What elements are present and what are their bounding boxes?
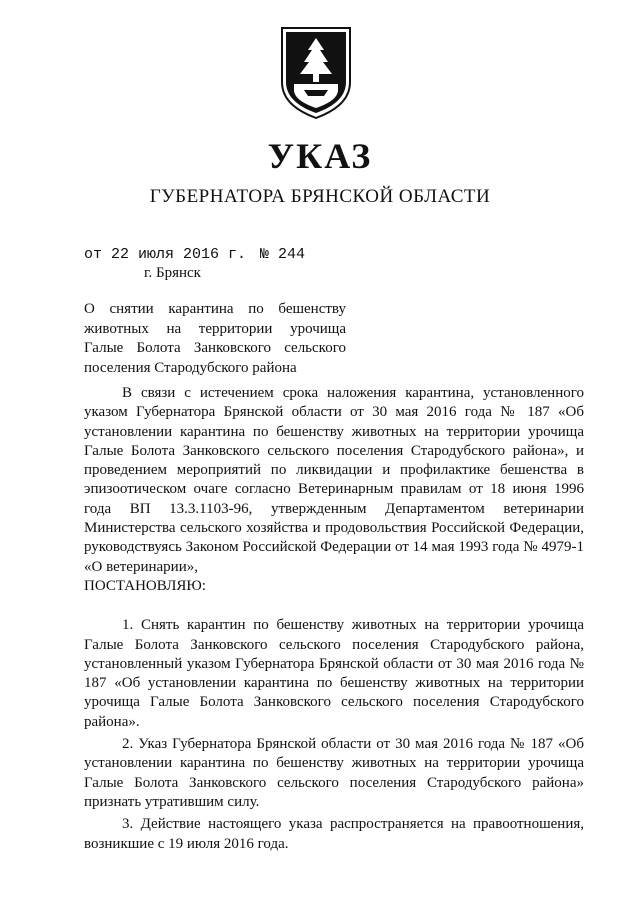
issue-city: г. Брянск xyxy=(144,265,201,281)
document-title: УКАЗ xyxy=(267,136,373,176)
decree-word: ПОСТАНОВЛЯЮ: xyxy=(84,577,206,594)
decree-subject: О снятии карантина по бешенству животных на территории урочища Галые Болота Занковского сельского поселения Стародубского района xyxy=(84,301,346,376)
decree-number: № 244 xyxy=(260,246,306,263)
decree-items xyxy=(84,616,584,854)
decree-date: от 22 июля 2016 г. xyxy=(84,246,247,263)
preamble-paragraph: В связи с истечением срока наложения карантина, установленного указом Губернатора Брянской области от 30 мая 2016 года № 187 «Об установлении карантина по бешенству животных на территории урочища Галые Болота Занковского сельского поселения Стародубского района», и проведением мероприятий по ликвидации и профилактике бешенства в эпизоотическом очаге согласно Ветеринарным правилам от 18 июня 1996 года ВП 13.3.1103-96, утвержденным Департаментом ветеринарии Министерства сельского хозяйства и продовольствия Российской Федерации, руководствуясь Законом Российской Федерации от 14 мая 1993 года № 4979-1 «О ветеринарии», xyxy=(84,385,584,575)
decree-body xyxy=(84,384,584,857)
issuer-title: ГУБЕРНАТОРА БРЯНСКОЙ ОБЛАСТИ xyxy=(149,186,491,207)
bryansk-coat-of-arms-icon xyxy=(276,24,356,120)
decree-item: 2. Указ Губернатора Брянской области от 30 мая 2016 года № 187 «Об установлении карантина по бешенству животных на территории урочища Галые Болота Занковского сельского поселения Стародубского района» признать утратившим силу. xyxy=(84,736,584,810)
date-number-line xyxy=(84,245,306,265)
decree-item: 1. Снять карантин по бешенству животных на территории урочища Галые Болота Занковского сельского поселения Стародубского района, установленный указом Губернатора Брянской области от 30 мая 2016 года № 187 «Об установлении карантина по бешенству животных на территории урочища Галые Болота Занковского сельского поселения Стародубского района». xyxy=(84,617,584,730)
decree-item: 3. Действие настоящего указа распространяется на правоотношения, возникшие с 19 июля 2016 года. xyxy=(84,816,584,852)
